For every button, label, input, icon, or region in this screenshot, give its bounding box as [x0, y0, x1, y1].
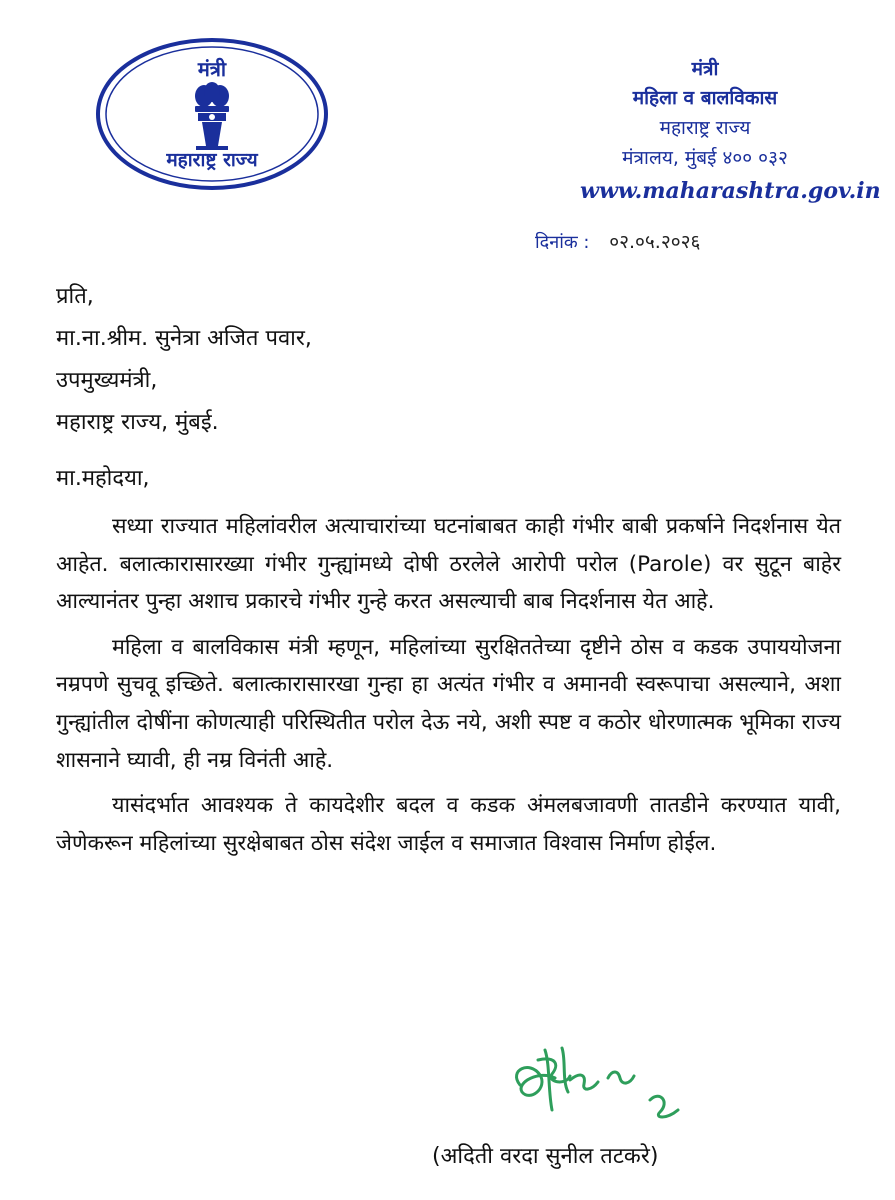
- office-address: मंत्रालय, मुंबई ४०० ०३२: [622, 147, 788, 169]
- recipient-prefix: प्रति,: [56, 284, 94, 309]
- state-name: महाराष्ट्र राज्य: [659, 117, 751, 139]
- body-paragraph-3: यासंदर्भात आवश्यक ते कायदेशीर बदल व कडक अंमलबजावणी तातडीने करण्यात यावी, जेणेकरून महिलांच्या सुरक्षेबाबत ठोस संदेश जाईल व समाजात विश्वास निर्माण होईल.: [56, 793, 841, 856]
- letter-body: [56, 508, 841, 870]
- ministry-seal-emblem: [92, 34, 332, 194]
- seal-bottom-text: महाराष्ट्र राज्य: [166, 149, 258, 171]
- salutation: मा.महोदया,: [56, 466, 150, 491]
- recipient-location: महाराष्ट्र राज्य, मुंबई.: [56, 410, 219, 435]
- website-link[interactable]: www.maharashtra.gov.in: [580, 178, 881, 204]
- date-label: दिनांक :: [535, 232, 590, 253]
- department-name: महिला व बालविकास: [632, 87, 778, 109]
- ministry-seal: [92, 34, 332, 194]
- letter-date: [535, 228, 700, 254]
- seal-top-text: मंत्री: [197, 57, 227, 81]
- recipient-designation: उपमुख्यमंत्री,: [56, 368, 158, 393]
- body-paragraph-2: महिला व बालविकास मंत्री म्हणून, महिलांच्या सुरक्षिततेच्या दृष्टीने ठोस व कडक उपाययोजना नम्रपणे सुचवू इच्छिते. बलात्कारासारखा गुन्हा हा अत्यंत गंभीर व अमानवी स्वरूपाचा असल्याने, अशा गुन्ह्यांतील दोषींना कोणत्याही परिस्थितीत परोल देऊ नये, अशी स्पष्ट व कठोर धोरणात्मक भूमिका राज्य शासनाने घ्यावी, ही नम्र विनंती आहे.: [56, 634, 841, 773]
- handwritten-signature: [500, 1030, 700, 1130]
- body-paragraph-1: सध्या राज्यात महिलांवरील अत्याचारांच्या घटनांबाबत काही गंभीर बाबी प्रकर्षाने निदर्शनास येत आहेत. बलात्कारासारख्या गंभीर गुन्ह्यांमध्ये दोषी ठरलेले आरोपी परोल (Parole) वर सुटून बाहेर आल्यानंतर पुन्हा अशाच प्रकारचे गंभीर गुन्हे करत असल्याची बाब निदर्शनास येत आहे.: [56, 514, 841, 615]
- recipient-name: मा.ना.श्रीम. सुनेत्रा अजित पवार,: [56, 326, 312, 351]
- date-value: ०२.०५.२०२६: [609, 231, 701, 253]
- signer-name: (अदिती वरदा सुनील तटकरे): [432, 1144, 659, 1169]
- minister-title: मंत्री: [691, 58, 719, 80]
- letterhead: [540, 55, 881, 207]
- signature-icon: [500, 1030, 700, 1130]
- recipient-block: [56, 276, 312, 444]
